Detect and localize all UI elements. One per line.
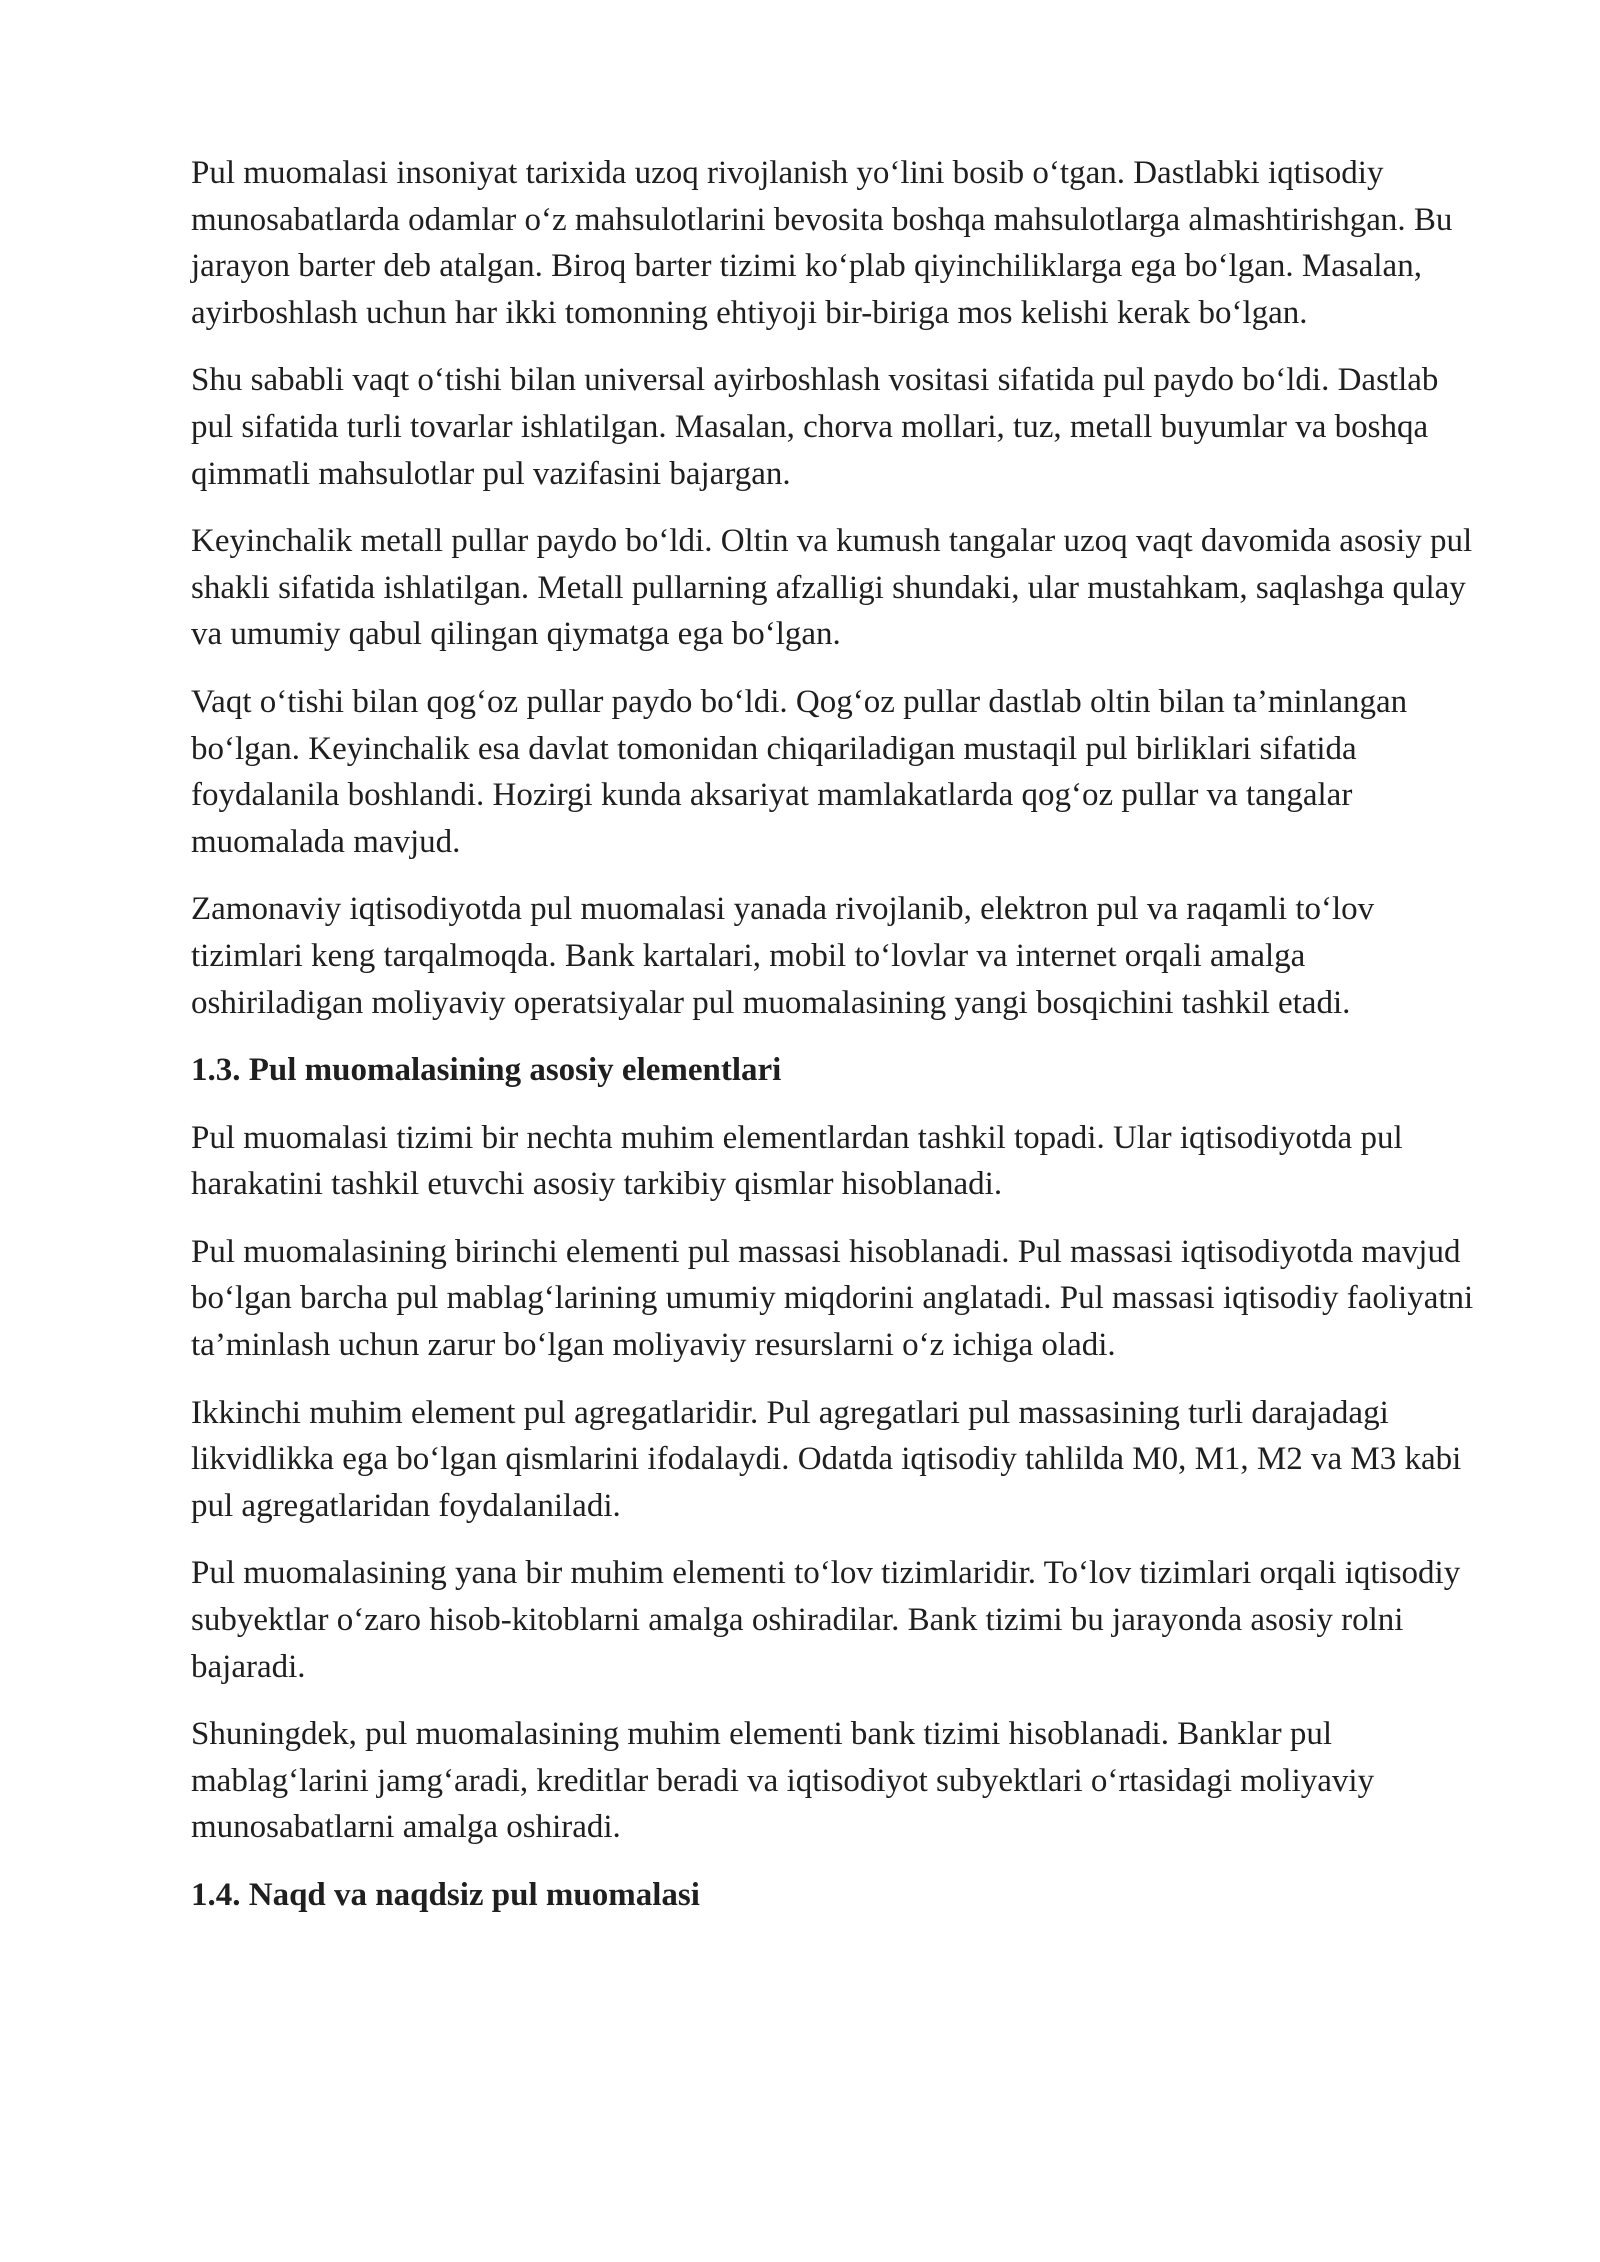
paragraph-electronic-money: Zamonaviy iqtisodiyotda pul muomalasi yanada rivojlanib, elektron pul va raqamli to‘lov tizimlari keng tarqalmoqda. Bank kartalari, mobil to‘lovlar va internet orqali amalga oshiriladigan moliyaviy operatsiyalar pul muomalasining yangi bosqichini tashkil etadi. xyxy=(191,891,1375,1021)
paragraph-barter-history: Pul muomalasi insoniyat tarixida uzoq rivojlanish yo‘lini bosib o‘tgan. Dastlabki iqtisodiy munosabatlarda odamlar o‘z mahsulotlarini bevosita boshqa mahsulotlarga almashtirishgan. Bu jarayon barter deb atalgan. Biroq barter tizimi ko‘plab qiyinchiliklarga ega bo‘lgan. Masalan, ayirboshlash uchun har ikki tomonning ehtiyoji bir-biriga mos kelishi kerak bo‘lgan. xyxy=(191,155,1453,331)
document-page xyxy=(191,150,1481,1940)
section-heading-1-4: 1.4. Naqd va naqdsiz pul muomalasi xyxy=(191,1877,700,1913)
paragraph-metal-money: Keyinchalik metall pullar paydo bo‘ldi. Oltin va kumush tangalar uzoq vaqt davomida asosiy pul shakli sifatida ishlatilgan. Metall pullarning afzalligi shundaki, ular mustahkam, saqlashga qulay va umumiy qabul qilingan qiymatga ega bo‘lgan. xyxy=(191,523,1473,653)
paragraph-paper-money: Vaqt o‘tishi bilan qog‘oz pullar paydo bo‘ldi. Qog‘oz pullar dastlab oltin bilan ta’minlangan bo‘lgan. Keyinchalik esa davlat tomonidan chiqariladigan mustaqil pul birliklari sifatida foydalanila boshlandi. Hozirgi kunda aksariyat mamlakatlarda qog‘oz pullar va tangalar muomalada mavjud. xyxy=(191,683,1408,860)
paragraph-money-supply: Pul muomalasining birinchi elementi pul massasi hisoblanadi. Pul massasi iqtisodiyotda mavjud bo‘lgan barcha pul mablag‘larining umumiy miqdorini anglatadi. Pul massasi iqtisodiy faoliyatni ta’minlash uchun zarur bo‘lgan moliyaviy resurslarni o‘z ichiga oladi. xyxy=(191,1233,1474,1364)
paragraph-money-aggregates: Ikkinchi muhim element pul agregatlaridir. Pul agregatlari pul massasining turli darajadagi likvidlikka ega bo‘lgan qismlarini ifodalaydi. Odatda iqtisodiy tahlilda M0, M1, M2 va M3 kabi pul agregatlaridan foydalaniladi. xyxy=(191,1394,1462,1524)
paragraph-banking-system: Shuningdek, pul muomalasining muhim elementi bank tizimi hisoblanadi. Banklar pul mablag‘larini jamg‘aradi, kreditlar beradi va iqtisodiyot subyektlari o‘rtasidagi moliyaviy munosabatlarni amalga oshiradi. xyxy=(191,1716,1375,1846)
paragraph-elements-intro: Pul muomalasi tizimi bir nechta muhim elementlardan tashkil topadi. Ular iqtisodiyotda pul harakatini tashkil etuvchi asosiy tarkibiy qismlar hisoblanadi. xyxy=(191,1119,1403,1203)
paragraph-commodity-money: Shu sababli vaqt o‘tishi bilan universal ayirboshlash vositasi sifatida pul paydo bo‘ldi. Dastlab pul sifatida turli tovarlar ishlatilgan. Masalan, chorva mollari, tuz, metall buyumlar va boshqa qimmatli mahsulotlar pul vazifasini bajargan. xyxy=(191,362,1439,492)
paragraph-payment-systems: Pul muomalasining yana bir muhim elementi to‘lov tizimlaridir. To‘lov tizimlari orqali iqtisodiy subyektlar o‘zaro hisob-kitoblarni amalga oshiradilar. Bank tizimi bu jarayonda asosiy rolni bajaradi. xyxy=(191,1555,1461,1685)
section-heading-1-3: 1.3. Pul muomalasining asosiy elementlari xyxy=(191,1052,782,1089)
